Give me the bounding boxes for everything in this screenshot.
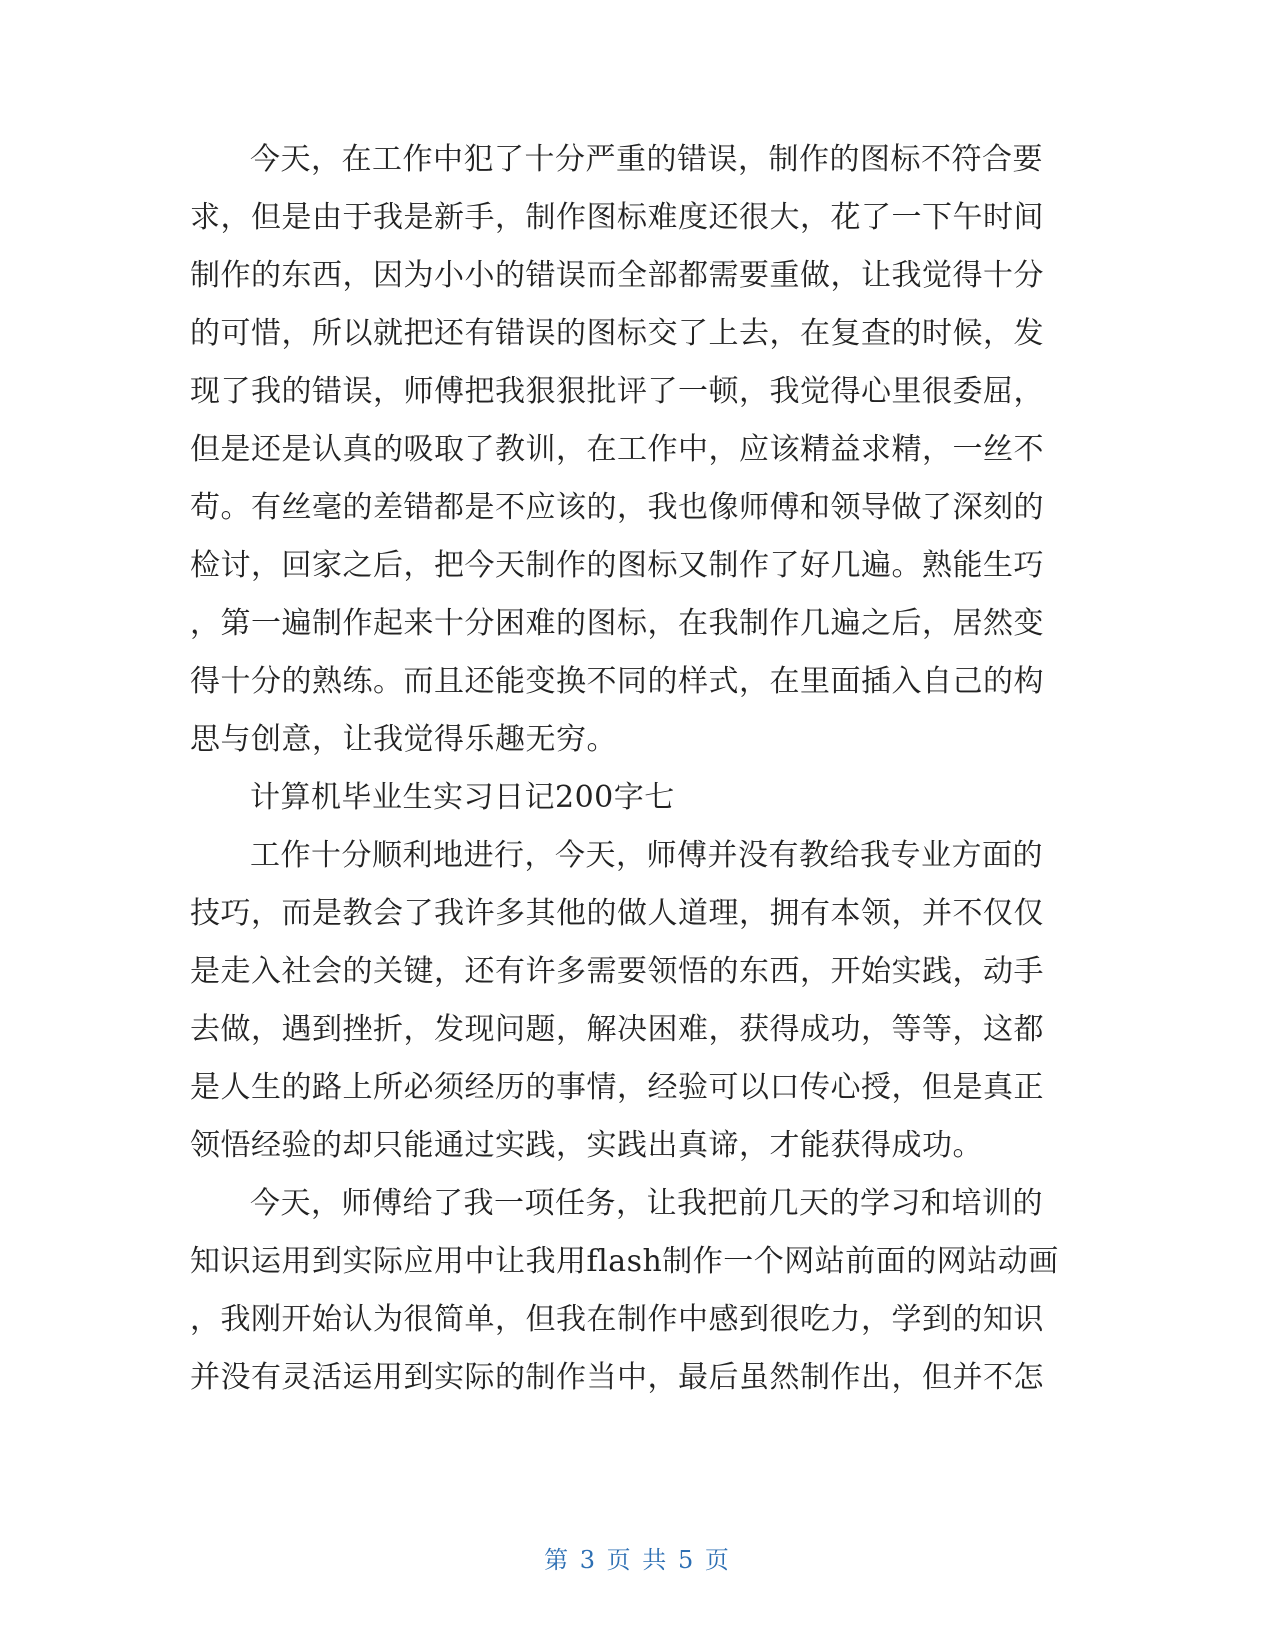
text-line: 今天，师傅给了我一项任务，让我把前几天的学习和培训的 — [250, 1186, 1043, 1221]
text-line: 技巧，而是教会了我许多其他的做人道理，拥有本领，并不仅仅 — [190, 896, 1044, 931]
text-line: 今天，在工作中犯了十分严重的错误，制作的图标不符合要 — [250, 142, 1043, 177]
text-line: 是走入社会的关键，还有许多需要领悟的东西，开始实践，动手 — [190, 954, 1044, 989]
text-line: 领悟经验的却只能通过实践，实践出真谛，才能获得成功。 — [190, 1128, 983, 1163]
text-line: 但是还是认真的吸取了教训，在工作中，应该精益求精，一丝不 — [190, 432, 1044, 467]
text-line: 制作的东西，因为小小的错误而全部都需要重做，让我觉得十分 — [190, 258, 1044, 293]
text-line: 检讨，回家之后，把今天制作的图标又制作了好几遍。熟能生巧 — [190, 548, 1044, 583]
text-line: ，第一遍制作起来十分困难的图标，在我制作几遍之后，居然变 — [190, 606, 1044, 641]
section-heading: 计算机毕业生实习日记200字七 — [250, 780, 675, 815]
text-line: 去做，遇到挫折，发现问题，解决困难，获得成功，等等，这都 — [190, 1012, 1044, 1047]
text-line: 是人生的路上所必须经历的事情，经验可以口传心授，但是真正 — [190, 1070, 1044, 1105]
text-line: 苟。有丝毫的差错都是不应该的，我也像师傅和领导做了深刻的 — [190, 490, 1044, 525]
text-line: ，我刚开始认为很简单，但我在制作中感到很吃力，学到的知识 — [190, 1302, 1044, 1337]
text-line: 的可惜，所以就把还有错误的图标交了上去，在复查的时候，发 — [190, 316, 1044, 351]
text-line: 得十分的熟练。而且还能变换不同的样式，在里面插入自己的构 — [190, 664, 1044, 699]
text-line: 并没有灵活运用到实际的制作当中，最后虽然制作出，但并不怎 — [190, 1360, 1044, 1395]
text-line: 求，但是由于我是新手，制作图标难度还很大，花了一下午时间 — [190, 200, 1044, 235]
text-line: 现了我的错误，师傅把我狠狠批评了一顿，我觉得心里很委屈， — [190, 374, 1044, 409]
text-line: 思与创意，让我觉得乐趣无穷。 — [190, 722, 617, 757]
page-number-footer: 第 3 页 共 5 页 — [544, 1546, 731, 1574]
text-line: 工作十分顺利地进行，今天，师傅并没有教给我专业方面的 — [250, 838, 1043, 873]
text-line: 知识运用到实际应用中让我用flash制作一个网站前面的网站动画 — [190, 1244, 1059, 1279]
